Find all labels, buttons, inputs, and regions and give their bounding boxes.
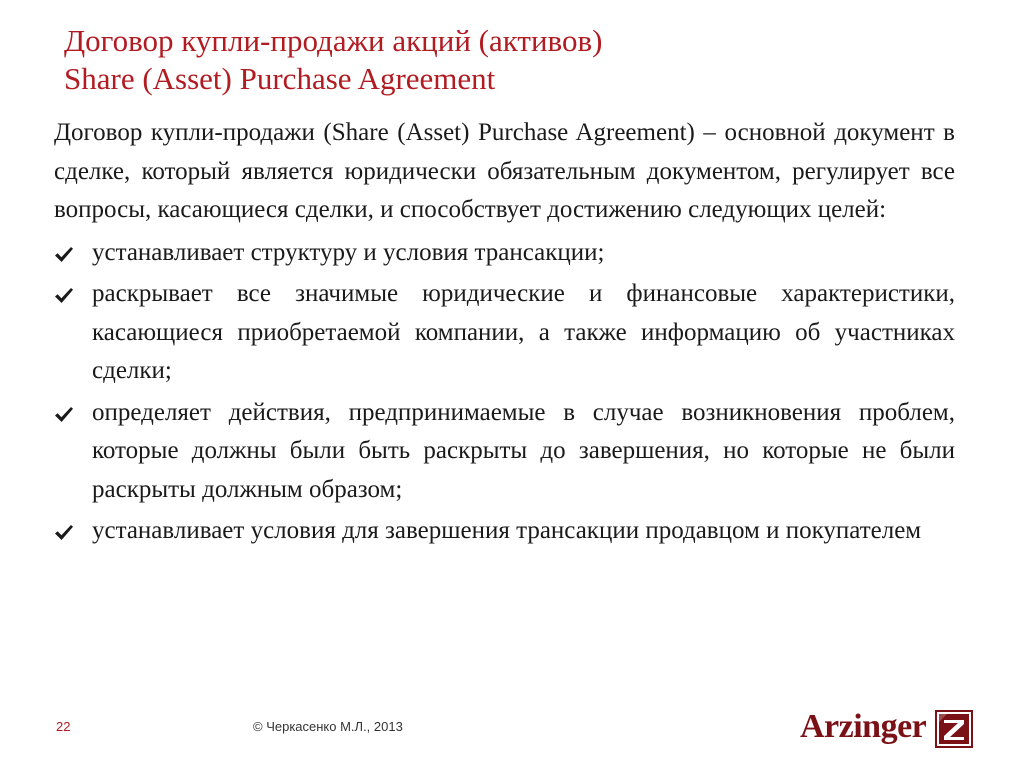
arzinger-z-logo-icon: [935, 710, 973, 748]
arzinger-logo: [800, 704, 976, 754]
slide-title-english: Share (Asset) Purchase Agreement: [64, 61, 496, 96]
checkmark-icon: [54, 287, 74, 305]
checkmark-icon: [54, 524, 74, 542]
bullet-item: [54, 234, 955, 273]
bullet-item: [54, 394, 955, 510]
copyright-notice: © Черкасенко М.Л., 2013: [253, 719, 403, 734]
bullet-text: раскрывает все значимые юридические и финансовые характеристики, касающиеся приобретаемой компании, а также информацию об участниках сделки;: [92, 280, 955, 384]
logo-wordmark: Arzinger: [800, 708, 927, 745]
slide-title: [64, 22, 964, 98]
slide-title-russian: Договор купли-продажи акций (активов): [64, 23, 603, 58]
bullet-text: определяет действия, предпринимаемые в случае возникновения проблем, которые должны были быть раскрыты до завершения, но которые не были раскрыты должным образом;: [92, 398, 955, 503]
bullet-text: устанавливает структуру и условия трансакции;: [92, 238, 605, 266]
page-number: 22: [56, 719, 71, 734]
bullet-text: устанавливает условия для завершения трансакции продавцом и покупателем: [92, 517, 922, 544]
bullet-list: [54, 234, 955, 551]
checkmark-icon: [54, 246, 74, 264]
slide-body: [54, 114, 955, 554]
bullet-item: [54, 275, 955, 391]
intro-paragraph: Договор купли-продажи (Share (Asset) Purchase Agreement) – основной документ в сделке, который является юридически обязательным документом, регулирует все вопросы, касающиеся сделки, и способствует достижению следующих целей:: [54, 119, 955, 223]
bullet-item: [54, 512, 955, 551]
checkmark-icon: [54, 406, 74, 424]
